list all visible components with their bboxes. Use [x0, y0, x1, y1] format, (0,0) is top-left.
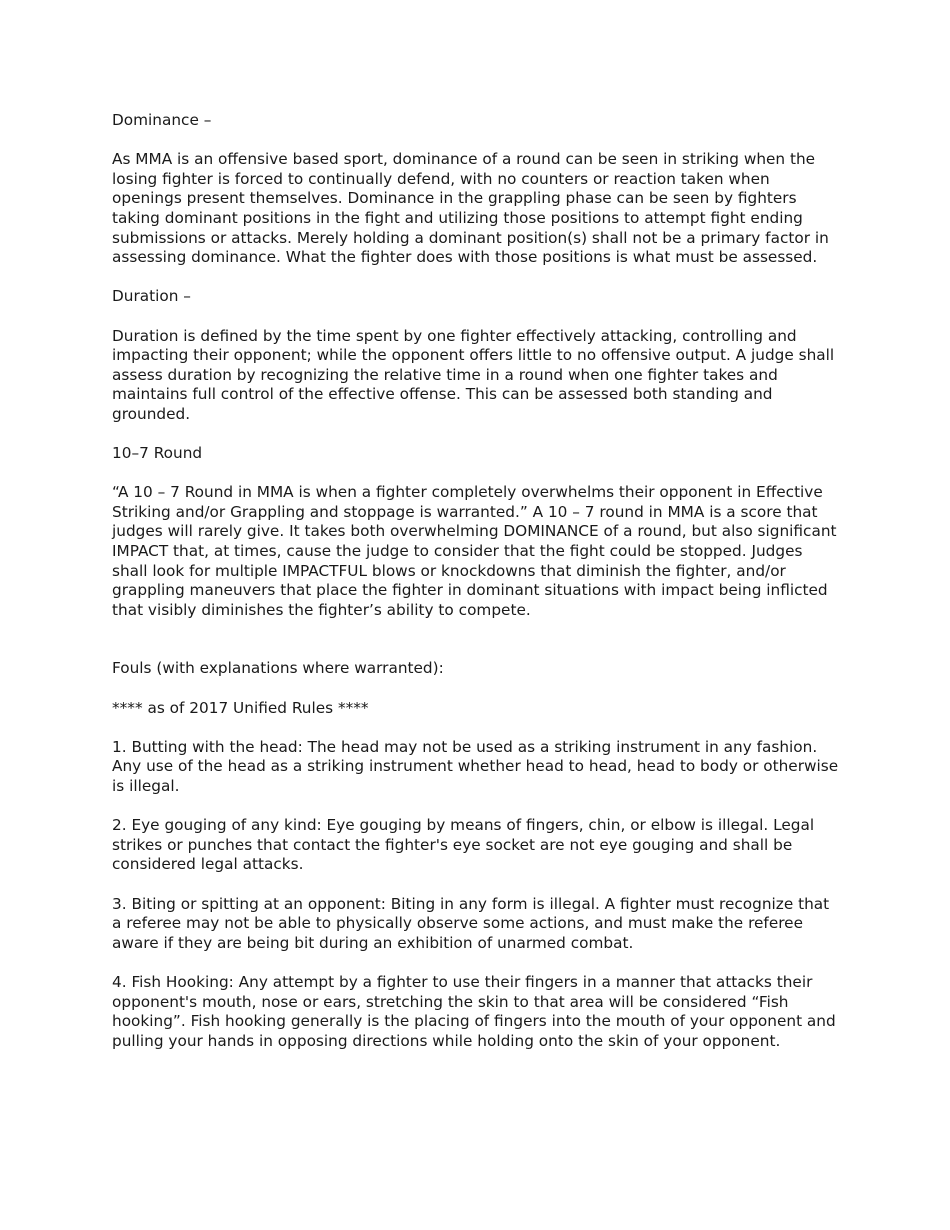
document-page [112, 111, 842, 1071]
fouls-heading: Fouls (with explanations where warranted): [112, 659, 444, 678]
section-heading-dominance: Dominance – [112, 111, 212, 129]
section-heading-10-7-round: 10–7 Round [112, 444, 203, 463]
foul-item: 2. Eye gouging of any kind: Eye gouging by means of fingers, chin, or elbow is illegal. Legal strikes or punches that contact the fighter's eye socket are not eye gouging and shall be considered legal attacks. [112, 816, 815, 874]
section-heading-duration: Duration – [112, 287, 191, 306]
foul-item: 3. Biting or spitting at an opponent: Biting in any form is illegal. A fighter must recognize that a referee may not be able to physically observe some actions, and must make the referee aware if they are being bit during an exhibition of unarmed combat. [112, 894, 830, 952]
section-body-10-7-round: “A 10 – 7 Round in MMA is when a fighter completely overwhelms their opponent in Effective Striking and/or Grappling and stoppage is warranted.” A 10 – 7 round in MMA is a score that judges will rarely give. It takes both overwhelming DOMINANCE of a round, but also significant IMPACT that, at times, cause the judge to consider that the fight could be stopped. Judges shall look for multiple IMPACTFUL blows or knockdowns that diminish the fighter, and/or grappling maneuvers that place the fighter in dominant situations with impact being inflicted that visibly diminishes the fighter’s ability to compete. [112, 483, 837, 619]
section-body-duration: Duration is defined by the time spent by one fighter effectively attacking, controlling and impacting their opponent; while the opponent offers little to no offensive output. A judge shall assess duration by recognizing the relative time in a round when one fighter takes and maintains full control of the effective offense. This can be assessed both standing and grounded. [112, 326, 835, 423]
foul-item: 1. Butting with the head: The head may not be used as a striking instrument in any fashion. Any use of the head as a striking instrument whether head to head, head to body or otherwise is illegal. [112, 737, 839, 795]
fouls-subheading: **** as of 2017 Unified Rules **** [112, 698, 369, 717]
foul-item: 4. Fish Hooking: Any attempt by a fighter to use their fingers in a manner that attacks their opponent's mouth, nose or ears, stretching the skin to that area will be considered “Fish hooking”. Fish hooking generally is the placing of fingers into the mouth of your opponent and pulling your hands in opposing directions while holding onto the skin of your opponent. [112, 972, 836, 1050]
section-body-dominance: As MMA is an offensive based sport, dominance of a round can be seen in striking when the losing fighter is forced to continually defend, with no counters or reaction taken when openings present themselves. Dominance in the grappling phase can be seen by fighters taking dominant positions in the fight and utilizing those positions to attempt fight ending submissions or attacks. Merely holding a dominant position(s) shall not be a primary factor in assessing dominance. What the fighter does with those positions is what must be assessed. [112, 150, 829, 267]
